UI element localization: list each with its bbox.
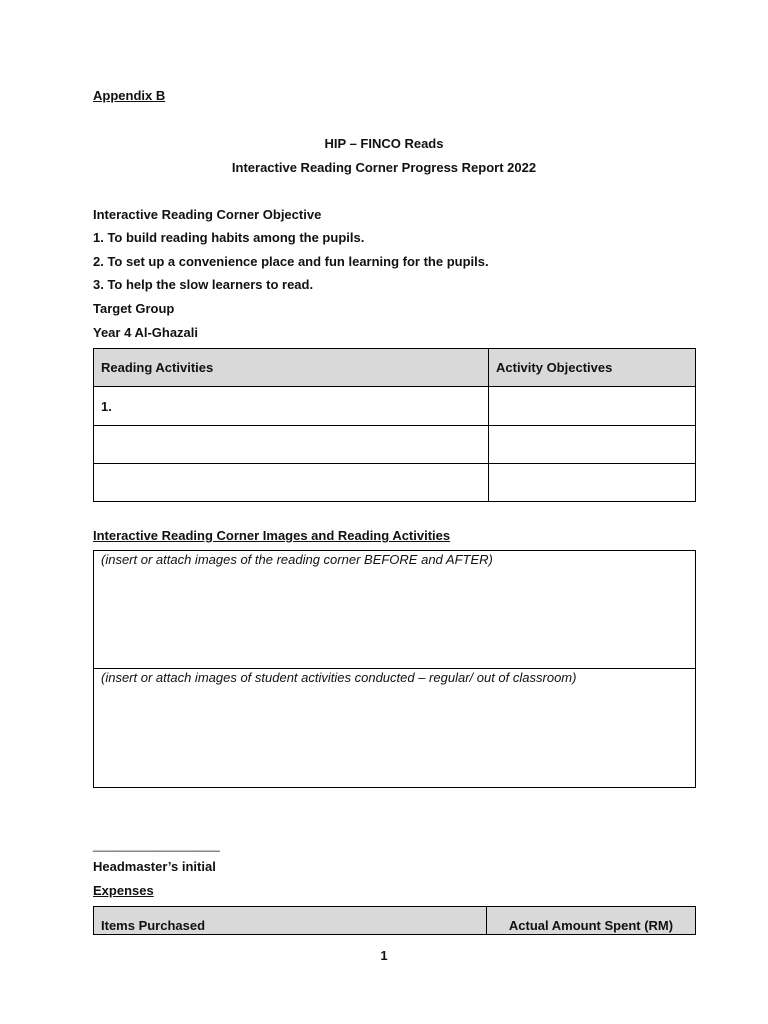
expenses-heading: Expenses [93,883,154,898]
table-row [94,426,696,464]
table-cell[interactable] [489,426,696,464]
report-title-line1: HIP – FINCO Reads [324,136,444,151]
table-cell[interactable] [94,464,489,502]
headmaster-initial-label: Headmaster’s initial [93,859,216,874]
objective-item-1: 1. To build reading habits among the pupils. [93,230,365,245]
target-group-value: Year 4 Al-Ghazali [93,325,199,340]
header-reading-activities: Reading Activities [94,349,489,387]
header-actual-amount: Actual Amount Spent (RM) [487,907,696,935]
header-items-purchased: Items Purchased [94,907,487,935]
table-cell[interactable] [489,387,696,426]
image-box-caption: (insert or attach images of the reading corner BEFORE and AFTER) [101,552,493,567]
objective-item-3: 3. To help the slow learners to read. [93,277,314,292]
header-activity-objectives: Activity Objectives [489,349,696,387]
image-box-caption: (insert or attach images of student activities conducted – regular/ out of classroom) [101,670,577,685]
expenses-table-header [94,907,696,935]
image-box-before-after[interactable] [93,550,696,669]
signature-line: ___________________ [93,838,220,852]
activities-table-header [94,349,696,387]
objective-heading: Interactive Reading Corner Objective [93,207,322,222]
table-cell[interactable] [94,426,489,464]
appendix-label: Appendix B [93,88,166,103]
table-row [94,464,696,502]
table-row [94,387,696,426]
objective-item-2: 2. To set up a convenience place and fun learning for the pupils. [93,254,489,269]
table-cell[interactable]: 1. [94,387,489,426]
images-heading: Interactive Reading Corner Images and Reading Activities [93,528,451,543]
activities-table [93,348,696,502]
report-title-line2: Interactive Reading Corner Progress Report 2022 [231,160,537,175]
target-group-label: Target Group [93,301,175,316]
image-box-student-activities[interactable] [93,668,696,788]
page-number: 1 [380,948,388,963]
table-cell[interactable] [489,464,696,502]
expenses-table [93,906,696,935]
